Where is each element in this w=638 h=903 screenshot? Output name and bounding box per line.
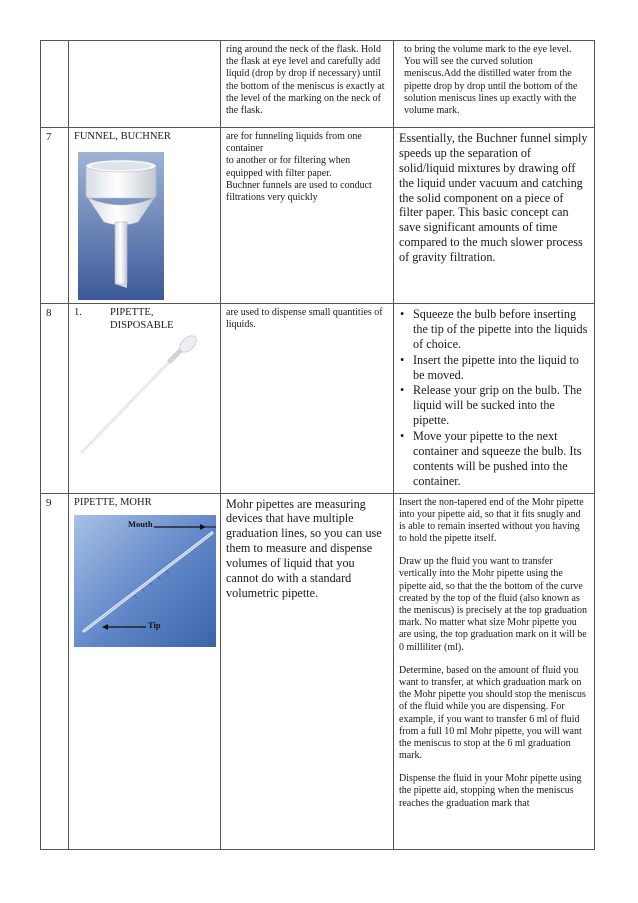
row-number: 8: [41, 304, 69, 494]
item-name: PIPETTE, MOHR: [74, 496, 152, 508]
usage-paragraph: Dispense the fluid in your Mohr pipette using the pipette aid, stopping when the meniscus reaches the graduation mark that: [399, 773, 582, 809]
item-name-list: [74, 307, 215, 333]
mouth-label: Mouth: [128, 519, 153, 530]
list-item: • Insert the pipette into the liquid to be moved.: [409, 353, 589, 383]
buchner-funnel-image: [78, 152, 164, 300]
item-usage: to bring the volume mark to the eye level. You will see the curved solution meniscus.Add the distilled water from the pipette drop by drop until the bottom of the solution meniscus lines up exactly with the volume mark.: [394, 41, 595, 128]
item-description: are used to dispense small quantities of liquids.: [221, 304, 394, 494]
item-name: PIPETTE, DISPOSABLE: [110, 307, 174, 331]
table-row: [41, 128, 595, 304]
row-number: 7: [41, 128, 69, 304]
item-description: ring around the neck of the flask. Hold the flask at eye level and carefully add liquid (drop by drop if necessary) until the bottom of the meniscus is exactly at the level of the marking on the neck of the flask.: [221, 41, 394, 128]
usage-paragraph: Insert the non-tapered end of the Mohr pipette into your pipette aid, so that it fits snugly and is able to remain inserted without you having to hold the pipette itself.: [399, 496, 584, 545]
list-item: • Release your grip on the bulb. The liquid will be sucked into the pipette.: [409, 383, 589, 428]
table-row: [41, 493, 595, 849]
tip-label: Tip: [148, 620, 161, 631]
item-name: [69, 41, 221, 128]
item-usage: Essentially, the Buchner funnel simply speeds up the separation of solid/liquid mixtures by drawing off the liquid under vacuum and catching the solid component on a piece of filter paper. This basic concept can save significant amounts of time compared to the much slower process of gravity filtration.: [394, 128, 595, 304]
list-item: • Move your pipette to the next container and squeeze the bulb. Its contents will be pushed into the container.: [409, 429, 589, 489]
usage-steps-list: [399, 307, 589, 489]
equipment-table: [40, 40, 595, 850]
row-number: [41, 41, 69, 128]
table-row: [41, 304, 595, 494]
row-number: 9: [41, 493, 69, 849]
table-row: [41, 41, 595, 128]
mohr-pipette-image: [74, 515, 216, 647]
list-marker: 1.: [74, 307, 82, 318]
usage-paragraph: Draw up the fluid you want to transfer vertically into the Mohr pipette using the pipette aid, so that the the bottom of the curve created by the top of the fluid (also known as the meniscus) is precisely at the top graduation mark. No matter what size Mohr pipette you are using, the top graduation mark on it will be 0 milliliter (ml).: [399, 556, 588, 653]
list-item: • Squeeze the bulb before inserting the tip of the pipette into the liquids of choice.: [409, 307, 589, 352]
item-description: are for funneling liquids from one container to another or for filtering when equipped with filter paper. Buchner funnels are used to conduct filtrations very quickly: [221, 128, 394, 304]
disposable-pipette-image: [74, 335, 214, 457]
usage-paragraph: Determine, based on the amount of fluid you want to transfer, at which graduation mark on the Mohr pipette you should stop the meniscus of the fluid while you are dispensing. For example, if you want to transfer 6 ml of fluid from a full 10 ml Mohr pipette, you will want the meniscus to stop at the 6 ml graduation mark.: [399, 664, 586, 762]
item-name: FUNNEL, BUCHNER: [74, 131, 171, 142]
mohr-pipette-drawing: [74, 515, 216, 647]
item-description: Mohr pipettes are measuring devices that have multiple graduation lines, so you can use them to measure and dispense volumes of liquid that you cannot do with a standard volumetric pipette.: [221, 493, 394, 849]
